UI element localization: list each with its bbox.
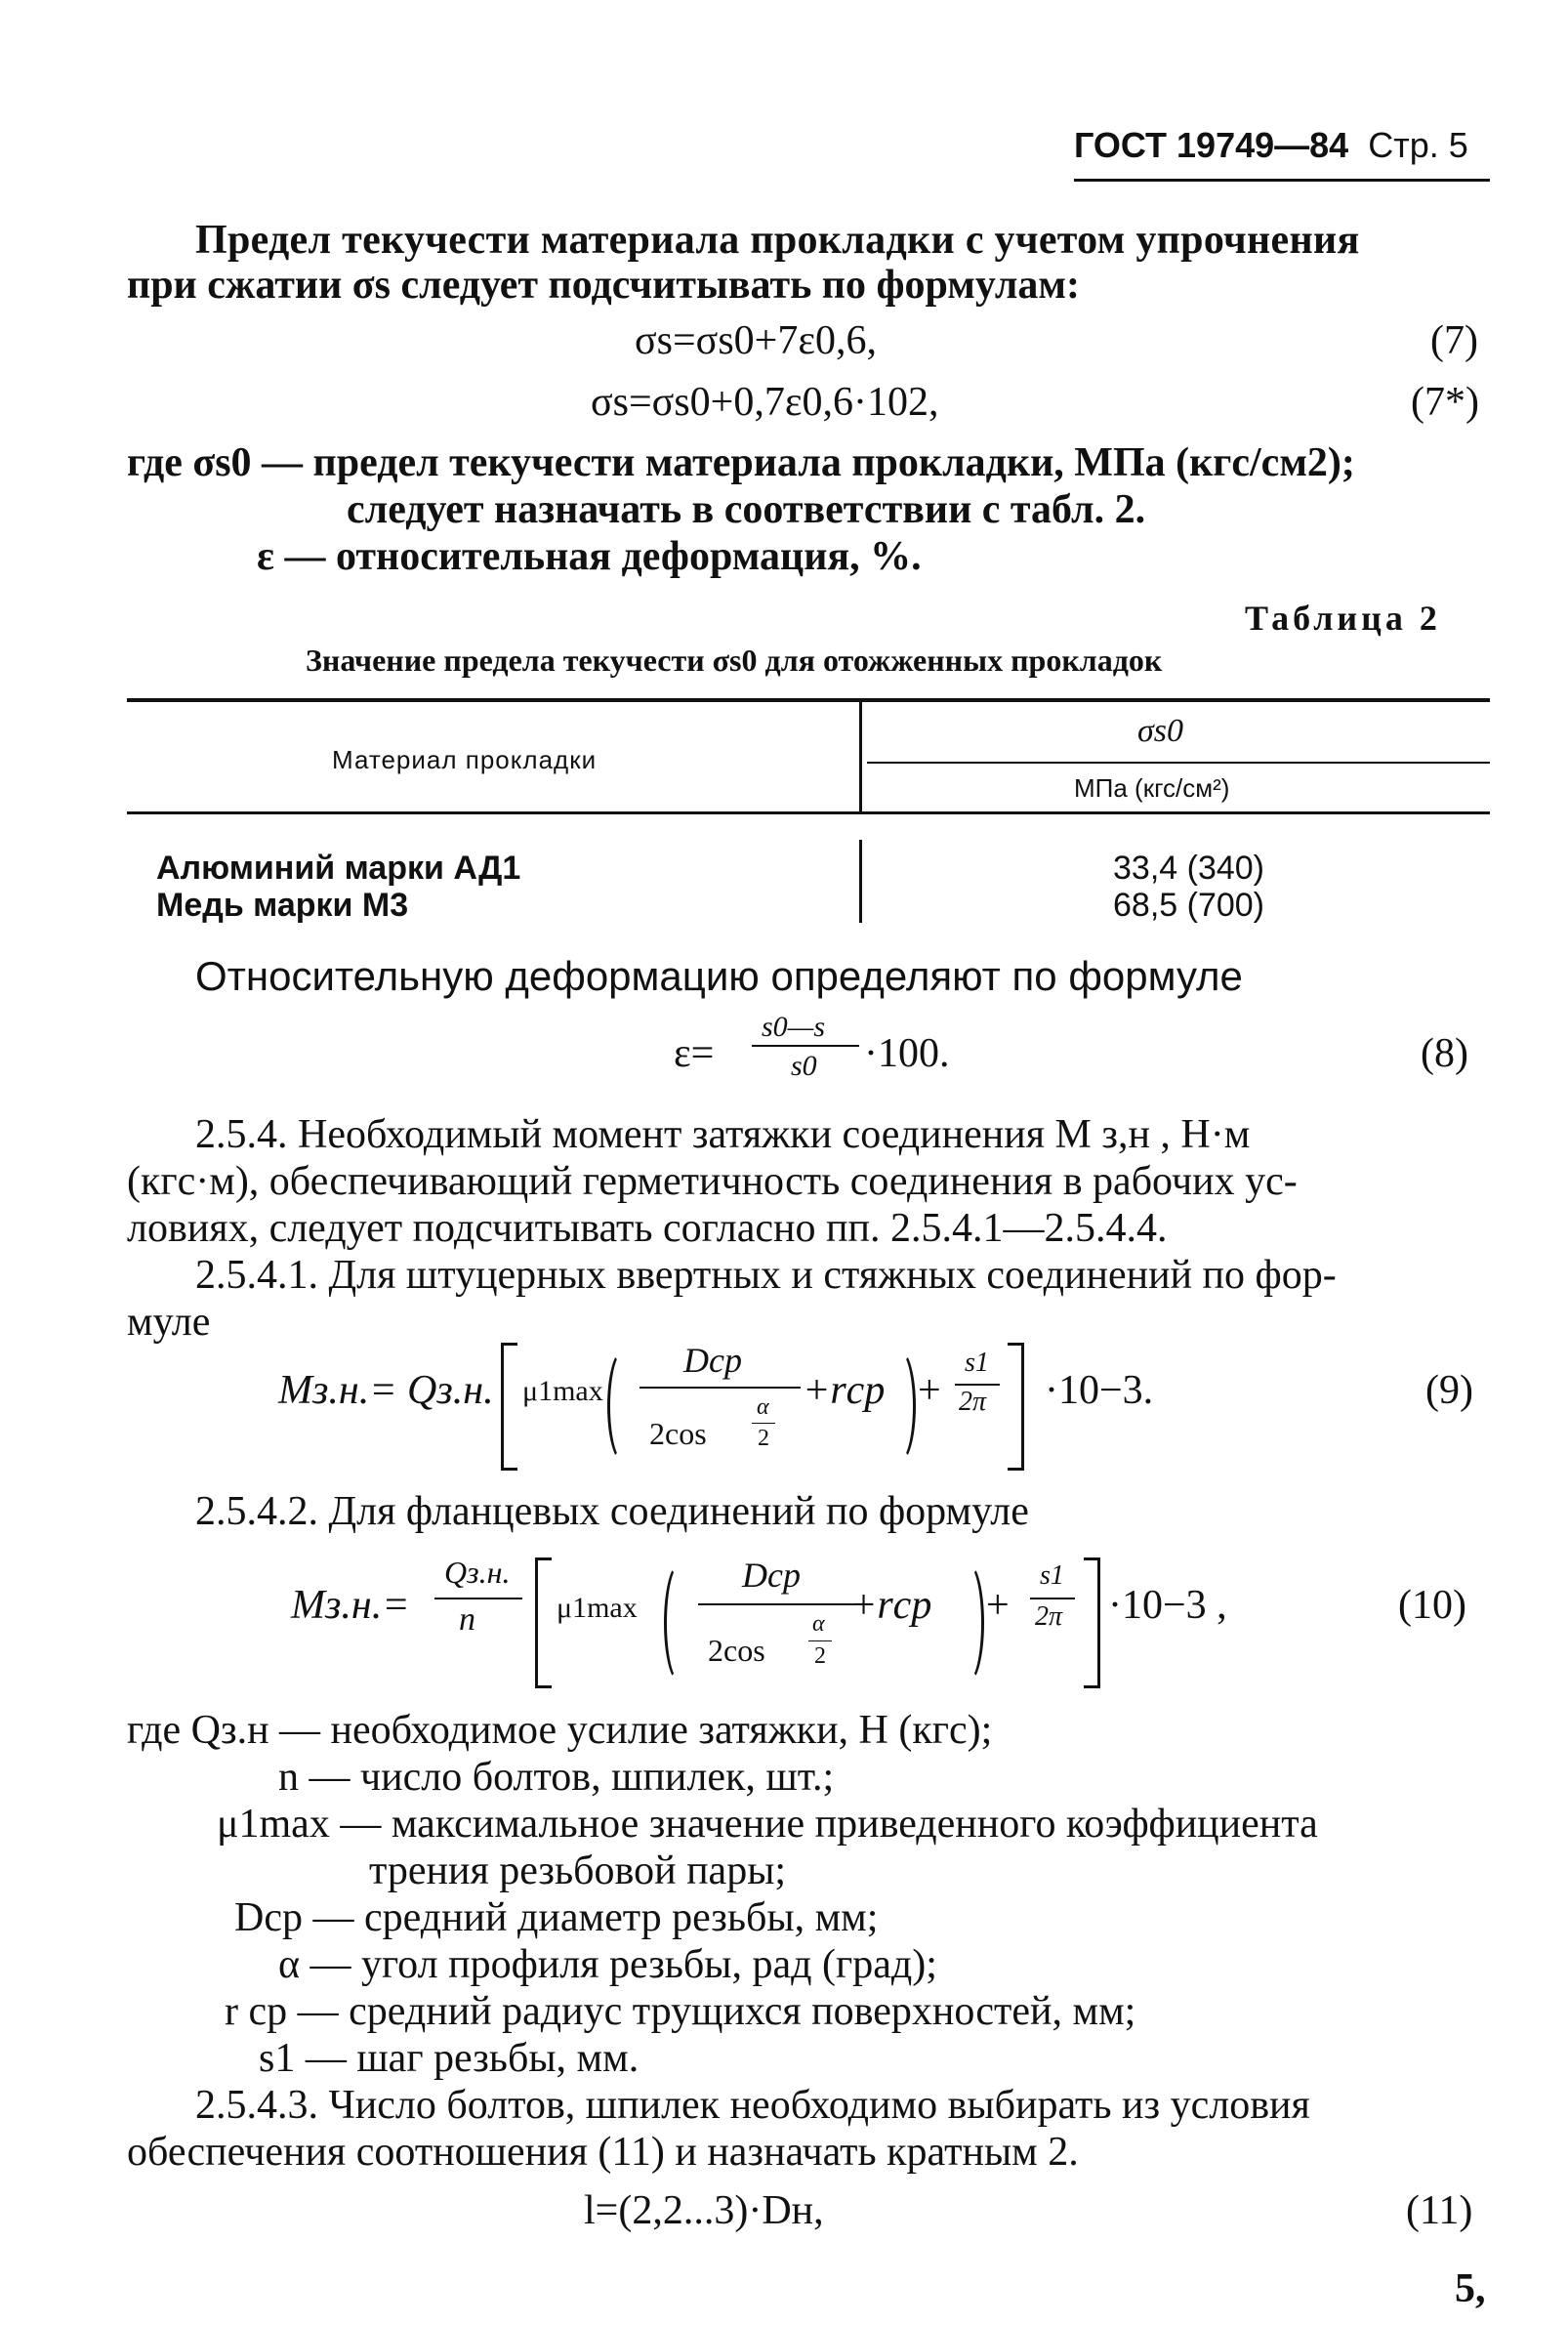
table-subheader-rule [867, 762, 1490, 764]
formula-9-right-bracket [1008, 1343, 1024, 1471]
where2-line-8: s1 — шаг резьбы, мм. [259, 2036, 640, 2081]
formula-10-n: n [459, 1601, 475, 1638]
formula-10-rcp: +rср [849, 1583, 932, 1628]
formula-11: l=(2,2...3)·Dн, [584, 2188, 824, 2233]
formula-9-left-paren [607, 1349, 640, 1463]
intro-line-2: при сжатии σs следует подсчитывать по формулам: [127, 263, 1080, 308]
formula-9-mu: μ1max [522, 1375, 603, 1407]
table-row-2-material: Медь марки М3 [156, 887, 409, 924]
table-row-1-value: 33,4 (340) [1113, 850, 1264, 887]
formula-9-frac-bar [640, 1387, 801, 1389]
formula-10-lhs: Mз.н.= [291, 1583, 410, 1628]
formula-9-two: 2 [758, 1426, 769, 1451]
table-body-divider [859, 840, 862, 923]
formula-7-number: (7) [1430, 318, 1478, 363]
where1-line-3: ε — относительная деформация, %. [257, 534, 922, 579]
formula-8-numerator: s0—s [762, 1011, 826, 1043]
where2-line-2: n — число болтов, шпилек, шт.; [278, 1755, 835, 1800]
where2-line-7: r ср — средний радиус трущихся поверхностей, мм; [225, 1989, 1136, 2034]
p2542-text: 2.5.4.2. Для фланцевых соединений по формуле [195, 1489, 1029, 1534]
formula-10-q-bar [434, 1598, 522, 1599]
formula-8-fraction-bar [752, 1045, 859, 1047]
where2-line-1: где Qз.н — необходимое усилие затяжки, Н (кгс); [127, 1708, 993, 1753]
formula-9-tail: ·10−3. [1045, 1368, 1154, 1413]
p2541-line-2: муле [127, 1300, 211, 1345]
formula-9-dcp: Dср [683, 1341, 742, 1380]
formula-7-star-number: (7*) [1411, 380, 1479, 425]
formula-10-alpha: α [812, 1611, 825, 1637]
where2-line-6: α — угол профиля резьбы, рад (град); [278, 1942, 937, 1987]
formula-10-frac-bar [698, 1603, 854, 1605]
p254-line-2: (кгс·м), обеспечивающий герметичность соединения в рабочих ус- [127, 1159, 1298, 1204]
p2543-line-2: обеспечения соотношения (11) и назначать кратным 2. [127, 2130, 1079, 2175]
p254-line-3: ловиях, следует подсчитывать согласно пп. 2.5.4.1—2.5.4.4. [127, 1206, 1168, 1251]
header-rule [1074, 179, 1490, 182]
where2-line-3: μ1max — максимальное значение приведенного коэффициента [217, 1802, 1318, 1847]
formula-9-left-bracket [501, 1343, 517, 1471]
rel-deform-text: Относительную деформацию определяют по формуле [195, 953, 1243, 999]
formula-10-plus: + [986, 1583, 1010, 1628]
table-header-divider [859, 702, 862, 811]
table-top-rule [127, 698, 1490, 702]
formula-10-s1-bar [1030, 1598, 1075, 1599]
formula-10-number: (10) [1398, 1583, 1466, 1628]
formula-8-number: (8) [1421, 1031, 1468, 1076]
where1-line-2: следует назначать в соответствии с табл. 2. [347, 487, 1146, 532]
formula-9-cos: 2cos [649, 1416, 707, 1451]
intro-line-1: Предел текучести материала прокладки с учетом упрочнения [195, 218, 1360, 263]
formula-9-right-paren [884, 1349, 916, 1463]
formula-7: σs=σs0+7ε0,6, [635, 318, 877, 363]
where2-line-4: трения резьбовой пары; [369, 1848, 787, 1893]
formula-9-plus: + [918, 1368, 941, 1413]
doc-header [1074, 125, 1468, 166]
formula-8-rhs: ·100. [864, 1031, 950, 1076]
p254-line-1: 2.5.4. Необходимый момент затяжки соединения M з,н , Н·м [195, 1112, 1251, 1157]
formula-10-right-paren [952, 1562, 984, 1683]
table-header-bottom-rule [127, 811, 1490, 814]
formula-10-alpha-bar [808, 1640, 832, 1641]
formula-10-cos: 2cos [708, 1633, 765, 1668]
table-row-1-material: Алюминий марки АД1 [156, 850, 521, 887]
formula-9-rcp: +rср [803, 1368, 886, 1413]
formula-10-q: Qз.н. [444, 1555, 511, 1590]
formula-10-left-paren [664, 1562, 696, 1683]
p2541-line-1: 2.5.4.1. Для штуцерных ввертных и стяжных соединений по фор- [195, 1253, 1337, 1298]
formula-8-lhs: ε= [674, 1031, 715, 1076]
formula-10-dcp: Dср [742, 1556, 801, 1595]
formula-9-twopi: 2π [959, 1387, 987, 1417]
where1-line-1: где σs0 — предел текучести материала прокладки, МПа (кгс/см2); [127, 440, 1355, 485]
table-row-2-value: 68,5 (700) [1113, 887, 1264, 924]
formula-9-s1-bar [955, 1384, 1000, 1386]
formula-11-number: (11) [1406, 2188, 1473, 2233]
table-col1-header: Материал прокладки [332, 745, 598, 774]
formula-10-mu: μ1max [557, 1592, 638, 1624]
formula-9-lhs: Mз.н.= Qз.н. [278, 1368, 494, 1413]
formula-9-alpha: α [757, 1394, 769, 1420]
formula-9-alpha-bar [752, 1423, 775, 1424]
formula-8-denominator: s0 [791, 1050, 817, 1082]
table-label: Таблица 2 [1245, 599, 1441, 638]
page-number: 5, [1455, 2266, 1486, 2311]
formula-10-tail: ·10−3 , [1108, 1583, 1227, 1628]
formula-7-star: σs=σs0+0,7ε0,6·102, [591, 380, 939, 425]
formula-10-twopi: 2π [1035, 1601, 1063, 1632]
table-caption: Значение предела текучести σs0 для отожженных прокладок [306, 643, 1163, 678]
formula-10-right-bracket [1084, 1557, 1100, 1688]
formula-9-number: (9) [1425, 1368, 1473, 1413]
p2543-line-1: 2.5.4.3. Число болтов, шпилек необходимо выбирать из условия [195, 2083, 1310, 2128]
page-label: Стр. 5 [1368, 125, 1468, 165]
formula-10-s1: s1 [1040, 1560, 1064, 1591]
formula-10-two: 2 [814, 1643, 826, 1669]
where2-line-5: Dср — средний диаметр резьбы, мм; [234, 1895, 879, 1940]
table-col2-subheader: МПа (кгс/см²) [1074, 773, 1230, 803]
doc-number: ГОСТ 19749—84 [1074, 125, 1349, 165]
table-col2-header: σs0 [1137, 713, 1183, 749]
formula-10-left-bracket [535, 1557, 552, 1688]
formula-9-s1: s1 [965, 1348, 989, 1378]
